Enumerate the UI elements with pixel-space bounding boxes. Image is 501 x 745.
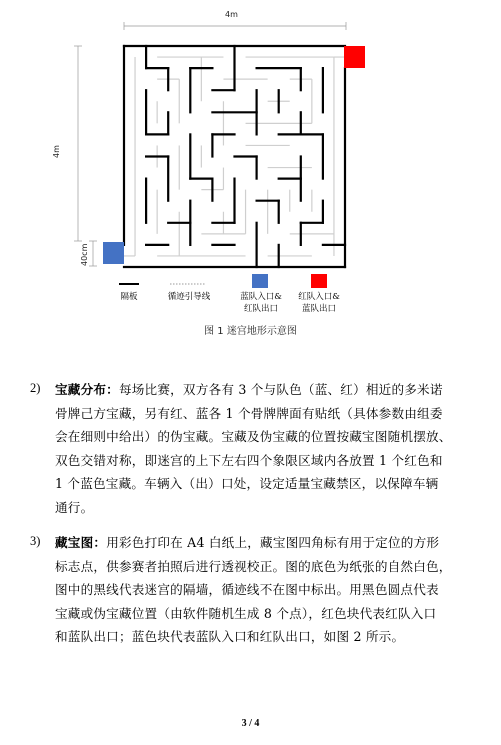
body-line: 会在细则中给出）的伪宝藏。宝藏及伪宝藏的位置按藏宝图随机摆放、 — [55, 429, 452, 444]
body-line: 和蓝队出口；蓝色块代表蓝队入口和红队出口，如图 2 所示。 — [55, 629, 405, 644]
legend-blue-swatch — [252, 274, 268, 288]
body-line: 每场比赛，双方各有 3 个与队色（蓝、红）相近的多米诺 — [118, 382, 443, 397]
body-line: 标志点，供参赛者拍照后进行透视校正。图的底色为纸张的自然白色， — [55, 558, 452, 574]
item-heading: 藏宝图： — [55, 535, 107, 550]
body-line: 用彩色打印在 A4 白纸上，藏宝图四角标有用于定位的方形 — [106, 535, 440, 550]
body-line: 双色交错对称，即迷宫的上下左右四个象限区域内各放置 1 个红色和 — [55, 452, 443, 468]
red-entrance-block — [344, 46, 365, 68]
body-line: 骨牌己方宝藏，另有红、蓝各 1 个骨牌牌面有贴纸（具体参数由组委 — [55, 405, 443, 421]
item-heading: 宝藏分布： — [55, 382, 119, 397]
item-number: 3) — [30, 534, 41, 548]
body-line: 宝藏或伪宝藏位置（由软件随机生成 8 个点），红色块代表红队入口 — [55, 605, 437, 621]
legend-blue-label: 蓝队入口& 红队出口 — [240, 292, 282, 314]
top-dimension — [124, 22, 346, 30]
page-number: 3 / 4 — [241, 718, 260, 729]
item-number: 2) — [30, 381, 41, 395]
body-line: 1 个蓝色宝藏。车辆入（出）口处，设定适量宝藏禁区，以保障车辆 — [55, 476, 439, 491]
legend-red-swatch — [311, 274, 327, 288]
maze-diagram — [0, 0, 501, 330]
top-dimension-label: 4m — [225, 10, 238, 19]
legend-red-label: 红队入口& 蓝队出口 — [298, 292, 340, 314]
item-body — [55, 378, 475, 519]
entrance-dimension-label: 40cm — [80, 243, 89, 266]
legend-wall-label: 隔板 — [120, 292, 138, 302]
item-body — [55, 531, 475, 649]
blue-entrance-block — [103, 242, 124, 264]
legend-guide-label: 循迹引导线 — [167, 292, 211, 302]
body-line: 图中的黑线代表迷宫的隔墙，循迹线不在图中标出。用黑色圆点代表 — [55, 582, 439, 597]
body-line: 通行。 — [55, 499, 94, 515]
left-dimension-label: 4m — [52, 145, 61, 158]
figure-caption: 图 1 迷宫地形示意图 — [204, 326, 297, 337]
left-dimension — [74, 46, 97, 266]
